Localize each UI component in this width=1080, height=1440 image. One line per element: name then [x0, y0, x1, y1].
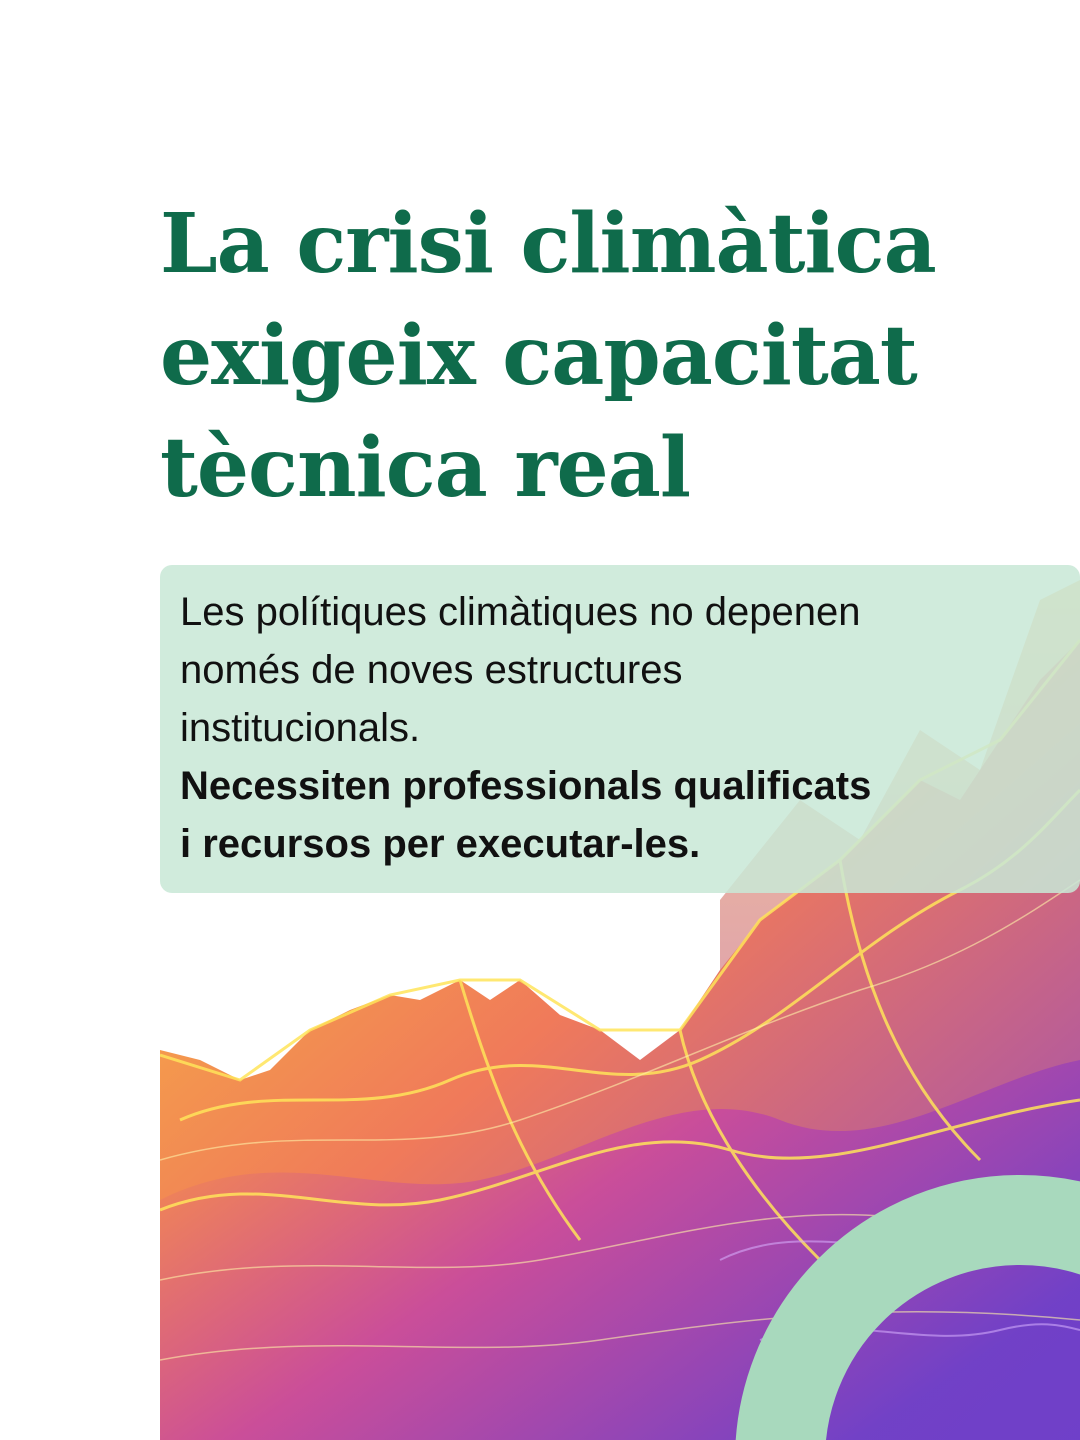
callout-bold-line-2: i recursos per executar-les.: [180, 822, 701, 866]
title-line-2: exigeix capacitat: [160, 308, 917, 404]
callout-line-3: institucionals.: [180, 706, 421, 750]
callout-line-1: Les polítiques climàtiques no depenen: [180, 590, 861, 634]
callout-bold-line-1: Necessiten professionals qualificats: [180, 764, 872, 808]
callout-emphasis-text: [180, 757, 1060, 873]
callout-line-2: només de noves estructures: [180, 648, 683, 692]
title-line-3: tècnica real: [160, 420, 691, 516]
page-title: [160, 188, 1040, 524]
callout-intro-text: [180, 583, 1060, 757]
callout-box: [160, 565, 1080, 893]
title-line-1: La crisi climàtica: [160, 196, 936, 292]
